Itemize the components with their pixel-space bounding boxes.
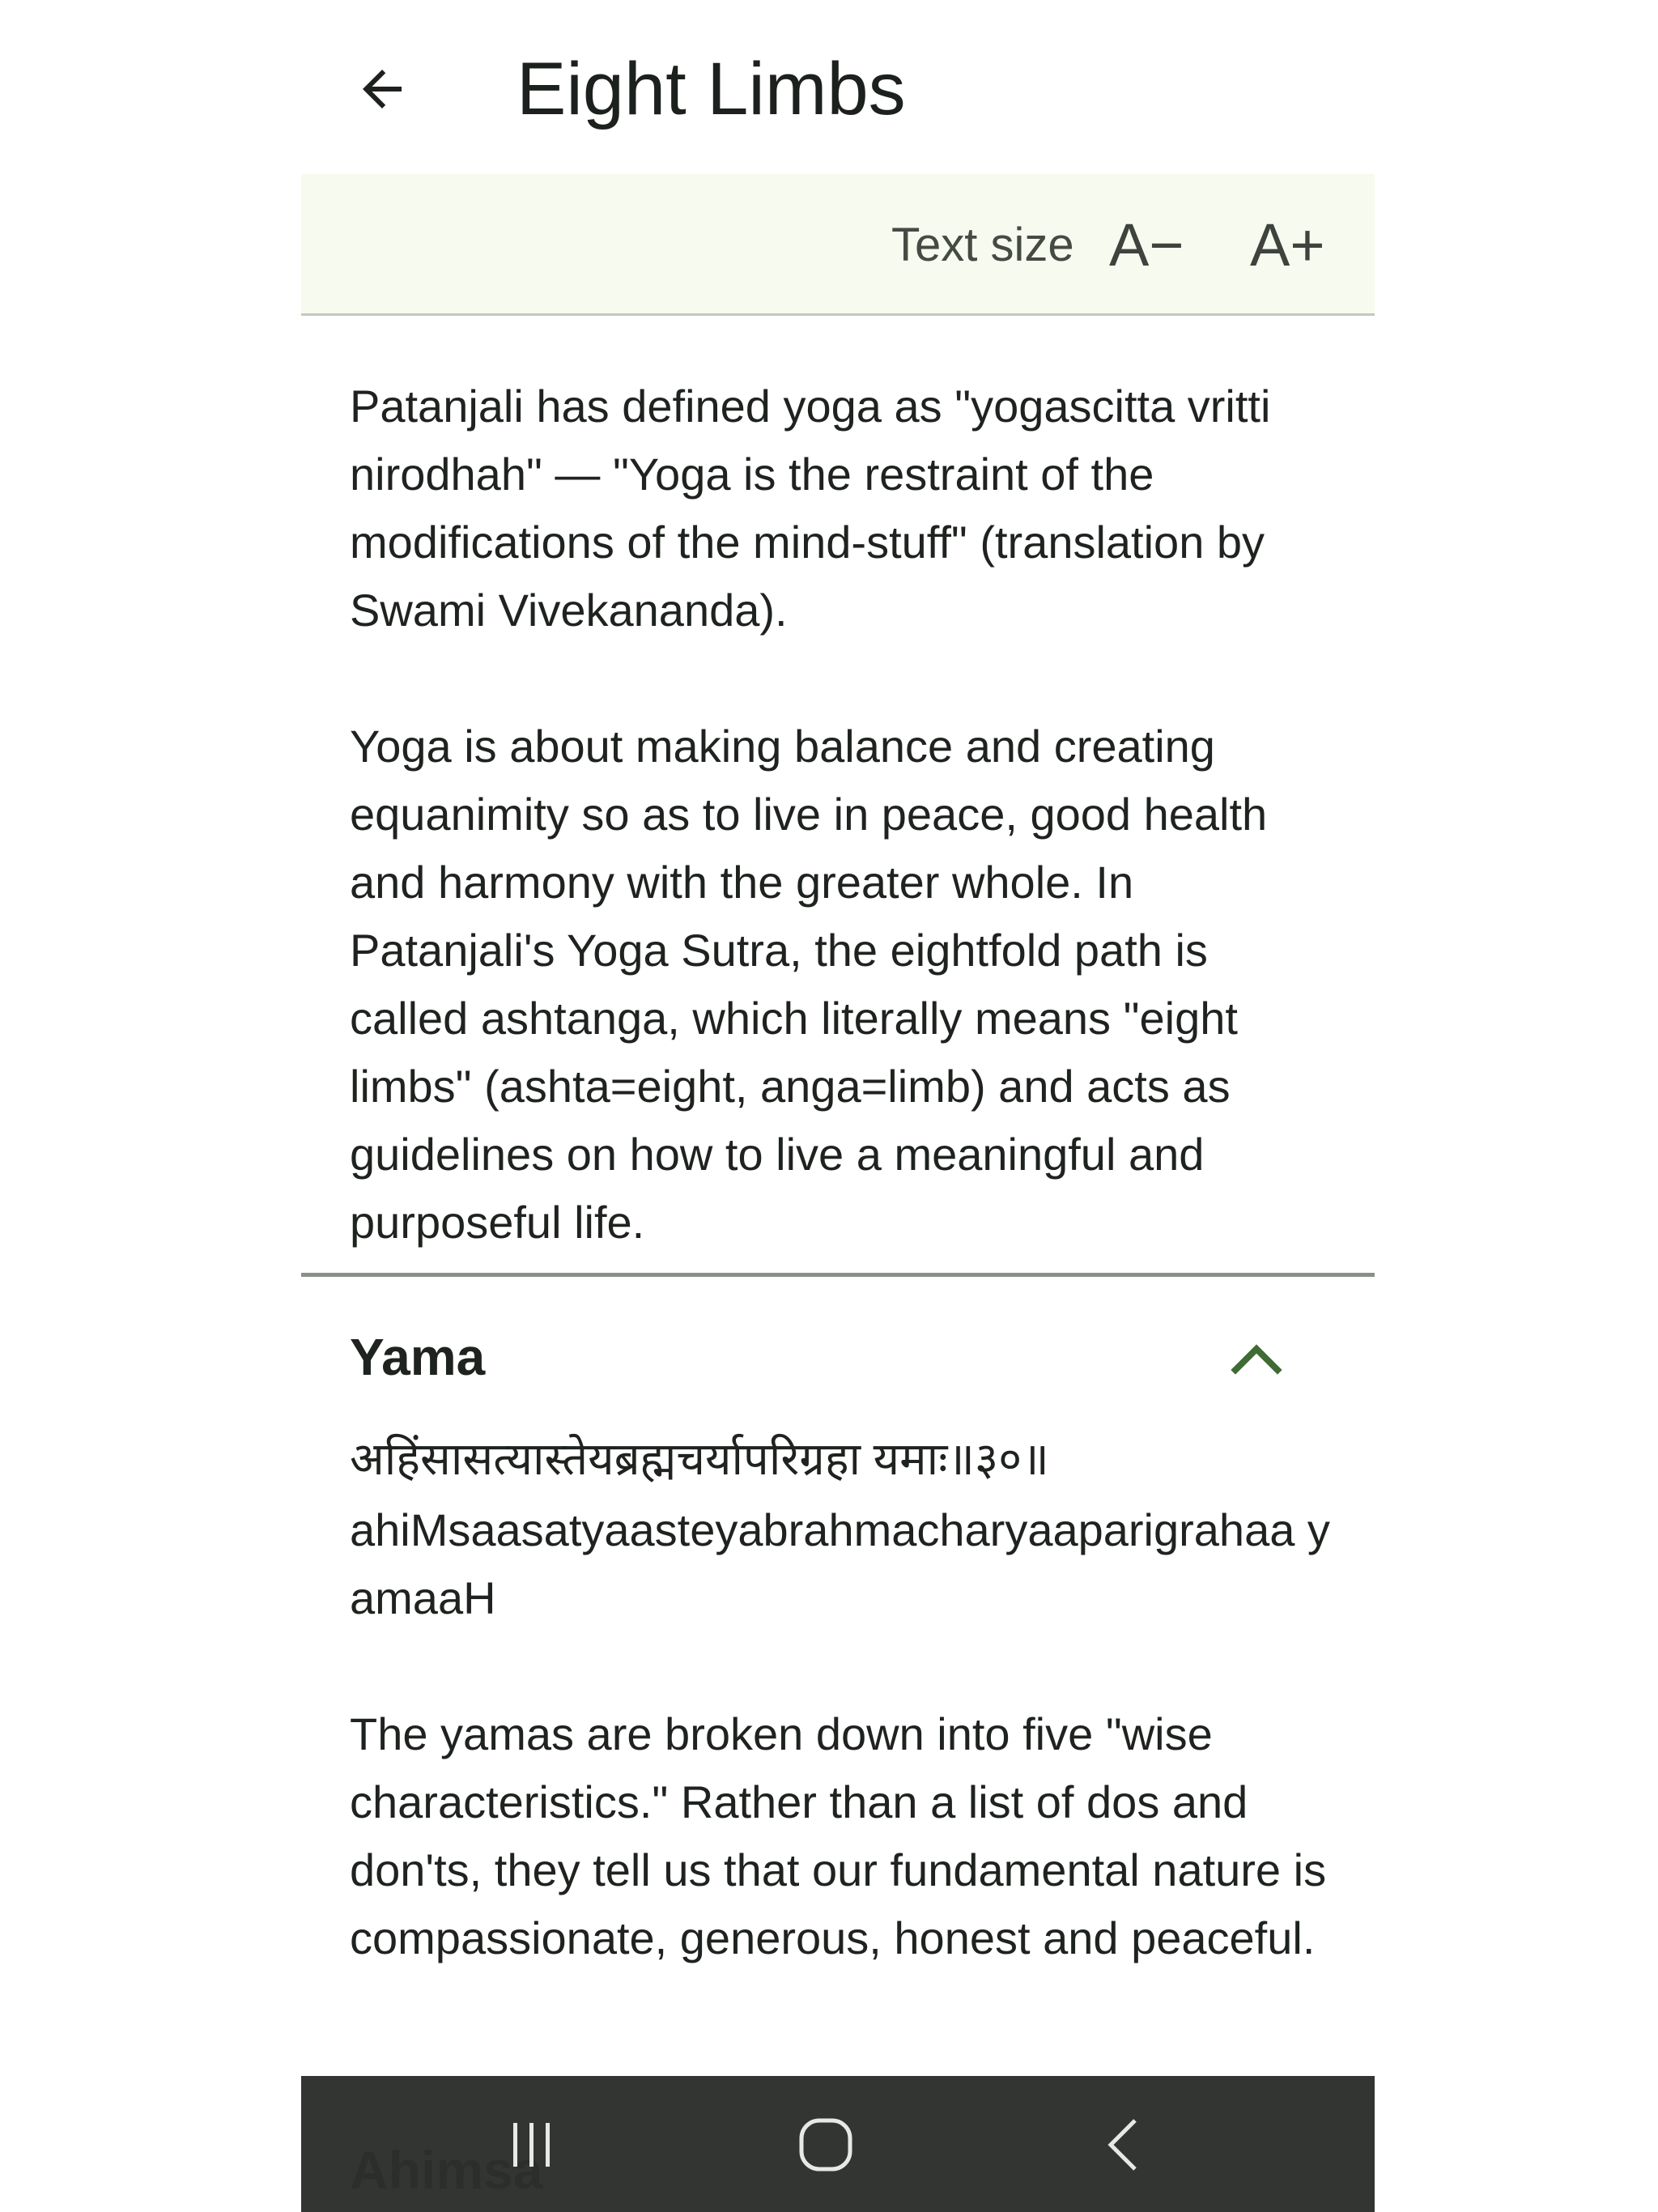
- system-back-button[interactable]: [1070, 2100, 1175, 2189]
- content-scroll-area[interactable]: [301, 316, 1375, 2212]
- section-divider: [301, 1273, 1375, 1277]
- sanskrit-verse: अहिंसासत्यास्तेयब्रह्मचर्यापरिग्रहा यमाः॥३०॥: [350, 1433, 1049, 1484]
- page-title: Eight Limbs: [517, 48, 906, 130]
- recents-button[interactable]: [479, 2100, 585, 2189]
- back-button[interactable]: [342, 49, 423, 130]
- top-app-bar: [301, 0, 1375, 174]
- back-chevron-icon: [1095, 2112, 1151, 2177]
- text-size-label: Text size: [891, 219, 1074, 271]
- home-button[interactable]: [773, 2100, 878, 2189]
- transliteration: ahiMsaasatyaasteyabrahmacharyaaparigrahaa yamaaH: [350, 1504, 1330, 1623]
- recents-icon: [504, 2116, 560, 2173]
- text-size-bar: [301, 174, 1375, 316]
- intro-paragraph-1: Patanjali has defined yoga as "yogascitta vritti nirodhah" — "Yoga is the restraint of the modifications of the mind-stuff" (translation by Swami Vivekananda).: [350, 381, 1271, 636]
- yama-section-header[interactable]: [301, 1278, 1375, 1431]
- chevron-up-icon[interactable]: [1224, 1334, 1289, 1383]
- intro-paragraph-2: Yoga is about making balance and creating equanimity so as to live in peace, good health and harmony with the greater whole. In Patanjali's Yoga Sutra, the eightfold path is called ashtanga, which literally means "eight limbs" (ashta=eight, anga=limb) and acts as guidelines on how to live a meaningful and purposeful life.: [350, 721, 1268, 1248]
- increase-text-size-button[interactable]: A+: [1250, 211, 1325, 279]
- yama-description: The yamas are broken down into five "wise characteristics." Rather than a list of dos and don'ts, they tell us that our fundamental nature is compassionate, generous, honest and peaceful.: [350, 1708, 1327, 1963]
- system-navigation-bar: [301, 2076, 1375, 2212]
- arrow-left-icon: [353, 60, 411, 118]
- decrease-text-size-button[interactable]: A−: [1109, 211, 1184, 279]
- home-icon: [793, 2112, 858, 2177]
- section-title: Yama: [350, 1328, 486, 1386]
- app-screen: [301, 0, 1375, 2212]
